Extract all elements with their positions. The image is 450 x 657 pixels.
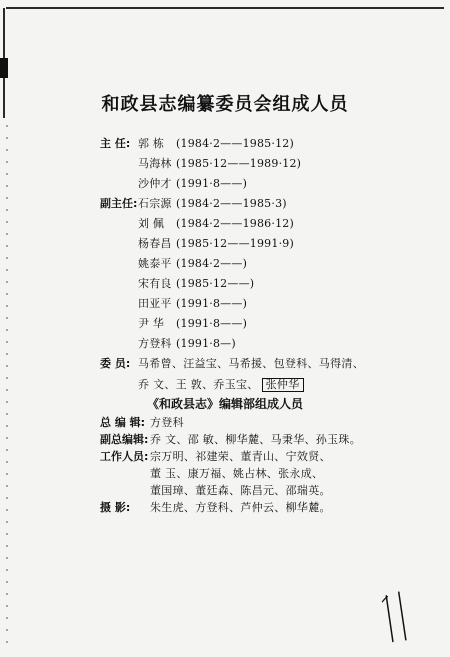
term-dates: (1985·12——1989·12) (176, 157, 302, 170)
term-dates: (1991·8——) (176, 317, 248, 330)
person-name: 宋有良 (138, 277, 172, 290)
term-dates: (1985·12——) (176, 277, 255, 290)
staff-row (100, 445, 420, 462)
staff-row (100, 479, 420, 496)
staff-names: 乔 文、邵 敏、柳华麓、马秉华、孙玉珠。 (150, 433, 361, 446)
members-list-line-2 (138, 378, 304, 392)
members-row (100, 354, 420, 374)
term-dates: (1991·8——) (176, 297, 248, 310)
editorial-staff (100, 411, 420, 513)
committee-row (100, 214, 420, 234)
staff-row (100, 462, 420, 479)
staff-role: 副总编辑: (100, 433, 149, 446)
committee-row (100, 294, 420, 314)
binding-mark (0, 58, 8, 78)
committee-row (100, 134, 420, 154)
person-name: 杨春昌 (138, 237, 172, 250)
members-row (100, 374, 420, 394)
person-name: 石宗源 (138, 197, 172, 210)
committee-row (100, 234, 420, 254)
staff-names: 董国璋、董廷森、陈昌元、邵瑞英。 (150, 484, 331, 497)
committee-row (100, 174, 420, 194)
committee-row (100, 154, 420, 174)
scan-edge-marks (6, 125, 8, 645)
term-dates: (1991·8—) (176, 337, 236, 350)
term-dates: (1985·12——1991·9) (176, 237, 294, 250)
members-list-line-1: 马希曾、汪益宝、马希援、包登科、马得清、 (138, 357, 364, 370)
page-title: 和政县志编纂委员会组成人员 (101, 94, 349, 116)
term-dates: (1984·2——1985·3) (176, 197, 287, 210)
staff-row (100, 496, 420, 513)
staff-names: 宗万明、祁建荣、董青山、宁效贤、 (150, 450, 331, 463)
term-dates: (1984·2——1986·12) (176, 217, 294, 230)
staff-row (100, 411, 420, 428)
members-label: 委 员: (100, 357, 131, 370)
staff-names: 方登科 (150, 416, 184, 429)
staff-row (100, 428, 420, 445)
committee-members (100, 134, 420, 394)
role-label: 副主任: (100, 197, 138, 210)
person-name: 田亚平 (138, 297, 172, 310)
handwritten-page-number (375, 587, 421, 648)
staff-role: 摄 影: (100, 501, 131, 514)
committee-row (100, 314, 420, 334)
person-name: 尹 华 (138, 317, 165, 330)
person-name: 姚泰平 (138, 257, 172, 270)
staff-names: 董 玉、康万福、姚占林、张永成、 (150, 467, 324, 480)
person-name: 马海林 (138, 157, 172, 170)
term-dates: (1991·8——) (176, 177, 248, 190)
person-name: 沙仲才 (138, 177, 172, 190)
staff-names: 朱生虎、方登科、芦仲云、柳华麓。 (150, 501, 331, 514)
staff-role: 工作人员: (100, 450, 149, 463)
person-name: 方登科 (138, 337, 172, 350)
term-dates: (1984·2——) (176, 257, 248, 270)
boxed-name: 张仲华 (262, 378, 304, 392)
members-list-text: 乔 文、王 敦、乔玉宝、 (138, 378, 259, 391)
committee-row (100, 334, 420, 354)
section-subtitle: 《和政县志》编辑部组成人员 (146, 396, 303, 411)
committee-row (100, 194, 420, 214)
committee-row (100, 274, 420, 294)
committee-row (100, 254, 420, 274)
role-label: 主 任: (100, 137, 131, 150)
term-dates: (1984·2——1985·12) (176, 137, 294, 150)
staff-role: 总 编 辑: (100, 416, 146, 429)
scan-border-top (6, 7, 444, 9)
person-name: 刘 佩 (138, 217, 165, 230)
person-name: 郭 栋 (138, 137, 165, 150)
